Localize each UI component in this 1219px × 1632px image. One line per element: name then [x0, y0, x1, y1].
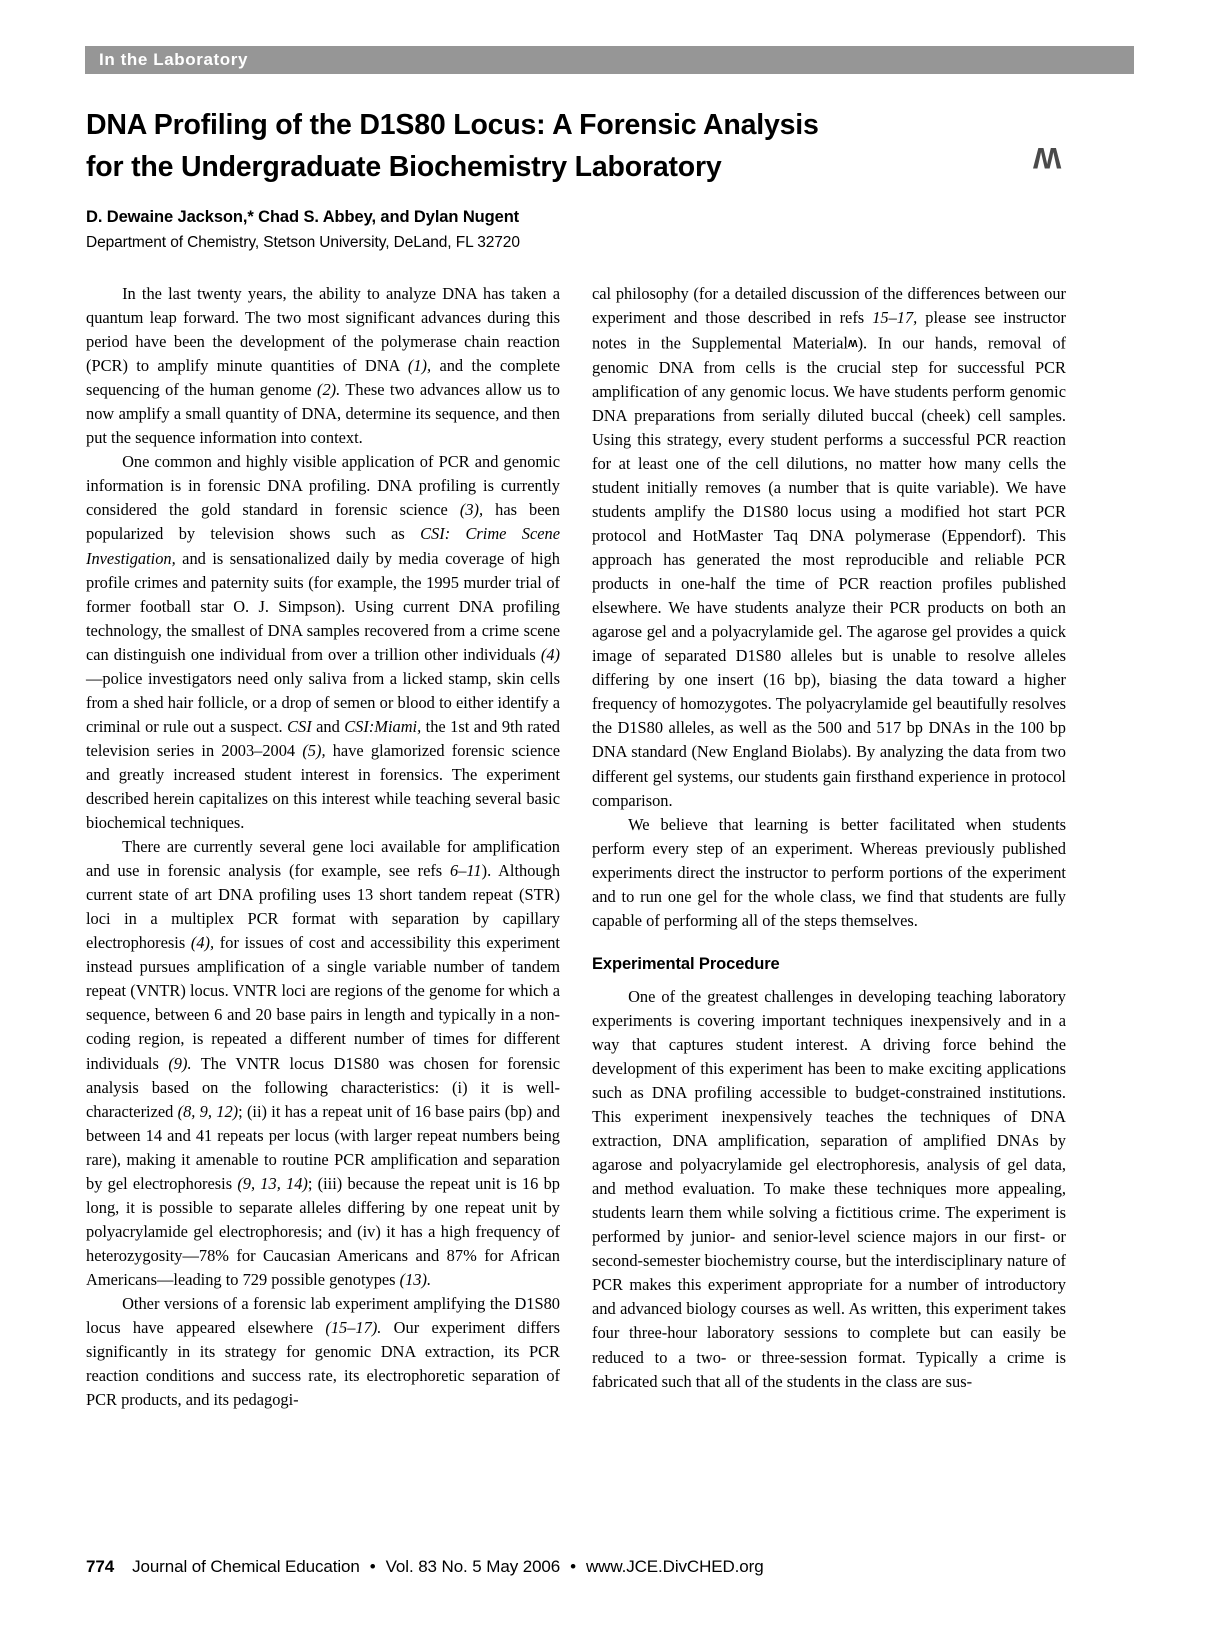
text-run: Other versions of a forensic lab experiment amplifying the D1S80 locus have appeared elsewhere — [86, 1293, 560, 1338]
body-paragraph — [592, 282, 1066, 813]
body-paragraph — [86, 835, 560, 1292]
text-run: and the complete sequencing of the human genome — [86, 356, 561, 400]
text-run: One of the greatest challenges in developing teaching laboratory experiments is covering important techniques inexpensively and in a way that captures student interest. A driving force behind the development of this experiment has been to make exciting applications such as DNA profiling accessible to budget-constrained institutions. This experiment inexpensively teaches the techniques of DNA extraction, DNA amplification, separation of amplified DNAs by agarose and polyacrylamide gel electrophoresis, analysis of gel data, and method evaluation. To make these techniques more appealing, students learn them while solving a fictitious crime. The experiment is performed by junior- and senior-level science majors in our first- or second-semester biochemistry course, but the interdisciplinary nature of PCR makes this experiment appropriate for a number of introductory and advanced biology courses as well. As written, this experiment takes four three-hour laboratory sessions to complete but can easily be reduced to a two- or three-session format. Typically a crime is fabricated such that all of the students in the class are sus- — [592, 986, 1066, 1391]
section-heading-experimental-procedure: Experimental Procedure — [592, 954, 780, 973]
running-head-label: In the Laboratory — [99, 50, 249, 69]
italic-run: (1), — [407, 356, 432, 376]
text-run: One common and highly visible application of PCR and genomic information is in forensic DNA profiling. DNA profiling is currently considered the gold standard in forensic science — [86, 452, 560, 520]
italic-run: (8, 9, 12) — [177, 1101, 239, 1121]
text-run: for issues of cost and accessibility this experiment instead pursues amplification of a single variable number of tandem repeat (VNTR) locus. VNTR loci are regions of the genome for which a sequence, between 6 and 20 base pairs in length and typically in a non-coding region, is repeated a different number of times for different individuals — [86, 933, 560, 1073]
page-footer — [86, 1556, 1133, 1578]
supplemental-material-marker: W — [847, 337, 858, 349]
title-line-2: for the Undergraduate Biochemistry Laboratory — [86, 151, 722, 183]
footer-website: www.JCE.DivCHED.org — [586, 1557, 764, 1576]
text-run: In the last twenty years, the ability to analyze DNA has taken a quantum leap forward. The two most significant advances during this period have been the development of the polymerase chain reaction (PCR) to amplify minute quantities of DNA — [86, 284, 560, 376]
text-run: ). In our hands, removal of genomic DNA from cells is the crucial step for successful PCR amplification of any genomic locus. We have students perform genomic DNA preparations from serially diluted buccal (cheek) cell samples. Using this strategy, every student performs a successful PCR reaction for at least one of the cell dilutions, no matter how many cells the student initially removes (a number that is quite variable). We have students amplify the D1S80 locus using a modified hot start PCR protocol and HotMaster Taq DNA polymerase (Eppendorf). This approach has generated the most reproducible and reliable PCR products in one-half the time of PCR reaction profiles published elsewhere. We have students analyze their PCR products on both an agarose gel and a polyacrylamide gel. The agarose gel provides a quick image of separated D1S80 alleles but is unable to resolve alleles differing by one insert (16 bp), biasing the data toward a higher frequency of homozygotes. The polyacrylamide gel beautifully resolves the D1S80 alleles, as well as the 500 and 517 bp DNAs in the 100 bp DNA standard (New England Biolabs). By analyzing the data from two different gel systems, our students gain firsthand experience in protocol comparison. — [592, 333, 1066, 810]
text-run: There are currently several gene loci available for amplification and use in forensic analysis (for example, see refs — [86, 837, 560, 881]
text-run: ; (iii) because the repeat unit is 16 bp long, it is possible to separate alleles differing by one repeat unit by polyacrylamide gel electrophoresis; and (iv) it has a high frequency of heterozygosity—78% for Caucasian Americans and 87% for African Americans—leading to 729 possible genotypes — [86, 1173, 560, 1289]
affiliation: Department of Chemistry, Stetson University, DeLand, FL 32720 — [86, 234, 520, 251]
body-paragraph — [592, 985, 1066, 1394]
body-paragraph — [86, 282, 560, 450]
running-head-banner — [85, 46, 1134, 74]
text-run: ). Although current state of art DNA profiling uses 13 short tandem repeat (STR) loci in a multiplex PCR format with separation by capillary electrophoresis — [86, 861, 561, 953]
text-run: These two advances allow us to now amplify a small quantity of DNA, determine its sequence, and then put the sequence information into context. — [86, 380, 560, 448]
body-columns — [86, 282, 1133, 1482]
footer-separator-1: • — [369, 1557, 376, 1576]
italic-run: CSI — [287, 716, 312, 736]
text-run: ; (ii) it has a repeat unit of 16 base pairs (bp) and between 14 and 41 repeats per locus (with larger repeat numbers being rare), making it amenable to routine PCR amplification and separation by gel electrophoresis — [86, 1101, 561, 1193]
italic-run: (15–17). — [325, 1318, 382, 1338]
text-run: has been popularized by television shows such as — [86, 500, 560, 544]
footer-journal-name: Journal of Chemical Education — [132, 1557, 360, 1576]
italic-run: (3), — [459, 500, 484, 520]
body-paragraph — [86, 450, 560, 835]
italic-run: (4), — [190, 933, 215, 953]
italic-run: (9). — [168, 1053, 192, 1073]
text-run: and — [311, 716, 345, 736]
page-title — [86, 104, 986, 188]
text-run: have glamorized forensic science and greatly increased student interest in forensics. The experiment described herein capitalizes on this interest while teaching several basic biochemical techniques. — [86, 740, 560, 833]
article-title-block — [86, 104, 986, 188]
author-list: D. Dewaine Jackson,* Chad S. Abbey, and Dylan Nugent — [86, 208, 520, 226]
italic-run: (5), — [302, 740, 326, 760]
text-run: We believe that learning is better facilitated when students perform every step of an experiment. Whereas previously published experiments direct the instructor to perform portions of the experiment and to run one gel for the whole class, we find that students are fully capable of performing all of the steps themselves. — [592, 814, 1066, 930]
text-run: and is sensationalized daily by media coverage of high profile crimes and paternity suits (for example, the 1995 murder trial of former football star O. J. Simpson). Using current DNA profiling technology, the smallest of DNA samples recovered from a crime scene can distinguish one individual from over a trillion other individuals — [86, 548, 560, 664]
italic-run: CSI:Miami, — [344, 716, 422, 736]
text-run: the 1st and 9th rated television series in 2003–2004 — [86, 716, 560, 760]
footer-separator-2: • — [570, 1557, 576, 1576]
text-run: Our experiment differs significantly in its strategy for genomic DNA extraction, its PCR reaction conditions and success rate, its electrophoretic separation of PCR products, and its pedagogi- — [86, 1318, 560, 1410]
web-supplement-icon: W — [1033, 141, 1062, 174]
footer-issue: Vol. 83 No. 5 May 2006 — [385, 1557, 561, 1576]
italic-run: 6–11 — [450, 861, 482, 881]
italic-run: (9, 13, 14) — [237, 1173, 308, 1193]
text-run: —police investigators need only saliva from a licked stamp, skin cells from a shed hair follicle, or a drop of semen or blood to either identify a criminal or rule out a suspect. — [86, 668, 560, 736]
right-column — [592, 282, 1066, 1482]
text-run: please see instructor notes in the Supplemental Material — [592, 308, 1066, 353]
body-paragraph — [86, 1292, 560, 1412]
left-column — [86, 282, 560, 1482]
italic-run: CSI: Crime Scene Investigation, — [86, 524, 560, 568]
italic-run: (4) — [540, 644, 560, 664]
text-run: The VNTR locus D1S80 was chosen for forensic analysis based on the following characteristics: (i) it is well-characterized — [86, 1053, 560, 1121]
italic-run: (2). — [317, 380, 341, 400]
footer-page-number: 774 — [86, 1557, 115, 1576]
body-paragraph — [592, 813, 1066, 933]
italic-run: (13). — [399, 1269, 432, 1289]
title-line-1: DNA Profiling of the D1S80 Locus: A Forensic Analysis — [86, 109, 819, 141]
italic-run: 15–17, — [872, 308, 918, 328]
text-run: cal philosophy (for a detailed discussion of the differences between our experiment and those described in refs — [592, 284, 1066, 328]
